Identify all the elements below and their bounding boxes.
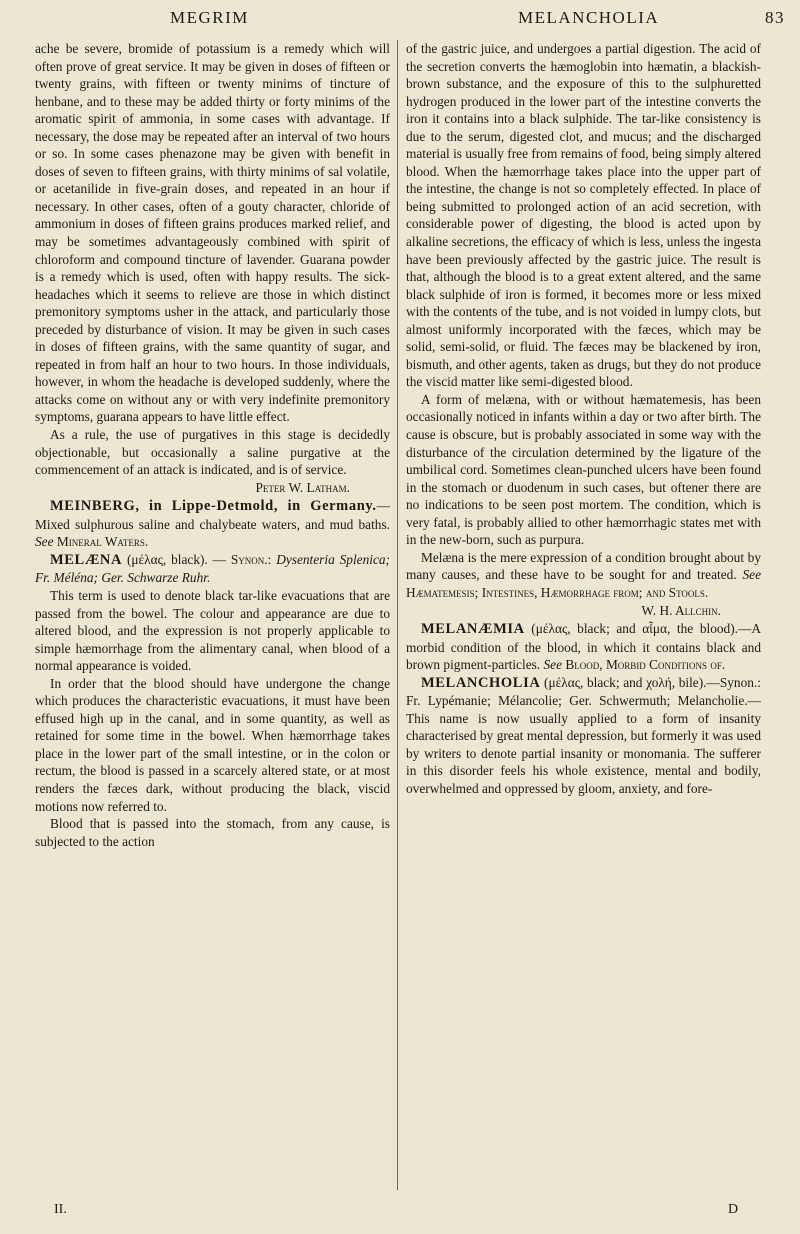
right-column [406,40,761,798]
running-head-right: MELANCHOLIA [518,8,660,27]
headword: MELANÆMIA [421,621,525,638]
entry-text: (μέλας, black; and αἷμα, the blood).—A morbid condition of the blood, in which it contains black and brown pigment-particles. [406,621,761,673]
gathering-mark: D [728,1202,739,1217]
headword: MELÆNA [50,551,123,568]
synonym-label: — Synon.: [212,551,272,567]
page-number: 83 [765,8,785,27]
melaena-paragraph-1: This term is used to denote black tar-like evacuations that are passed from the bowel. The colour and appearance are due to altered blood, and the expression is not properly applicable to simple hæmorrhage from the alimentary canal, when blood of a normal appearance is voided. [35,587,390,674]
melaena-infants-paragraph: A form of melæna, with or without hæmatemesis, has been occasionally noticed in infants within a day or two after birth. The cause is obscure, but is probably associated in some way with the disturbance of the circulation determined by the ligature of the umbilical cord. Sometimes clean-punched ulcers have been found in the stomach or duodenum in such cases, but oftener there are no indications to be seen post mortem. The condition, which is very fatal, is probably allied to other hæmorrhagic states met with in the new-born, such as purpura. [406,391,761,548]
cross-reference: Mineral Waters. [56,534,149,550]
author-signature: Peter W. Latham. [255,479,350,495]
melaena-paragraph-2: In order that the blood should have undergone the change which produces the characteristic evacuations, it must have been effused high up in the canal, and in some quantity, as well as retained for some time in the bowel. When hæmorrhage takes place in the lower part of the small intestine, or in the colon or rectum, the blood is passed in a scarcely altered state, or at most renders the fæces dark, without producing the black, viscid motions now referred to. [35,675,390,814]
megrim-paragraph-continued: ache be severe, bromide of potassium is a remedy which will often prove of great service. It may be given in doses of fifteen or twenty grains, with fifteen or twenty minims of tincture of henbane, and to these may be added thirty or forty minims of the aromatic spirit of ammonia, in some cases with advantage. If necessary, the dose may be repeated after an interval of two hours or so. In some cases phenazone may be given with benefit in doses of seven to fifteen grains, with thirty minims of sal volatile, or acetanilide in five-grain doses, and repeated in an hour if necessary. In other cases, often of a gouty character, chloride of ammonium in doses of fifteen grains produces marked relief, and may be sometimes advantageously combined with spirit of chloroform and compound tincture of lavender. Guarana powder is a remedy which is used, often with happy results. The sick-headaches which it seems to relieve are those in which distinct premonitory symptoms usher in the attack, and particularly those preceded by disturbance of vision. It may be given in such cases in doses of fifteen grains, with the same quantity of sugar, and repeated in from half an hour to two hours. In those individuals, however, in whom the headache is developed suddenly, where the attacks come on without any or with very indefinite premonitory symptoms, guarana appears to have little effect. [35,41,390,425]
see-label: See [35,534,54,550]
signature-mark: II. [54,1202,67,1217]
headword: MEINBERG, in Lippe-Detmold, in Germany. [50,498,377,515]
see-label: See [543,657,563,673]
cross-reference: Blood, Morbid Conditions of. [565,657,726,673]
entry-text: (μέλας, black; and χολή, bile).—Synon.: Fr. Lypémanie; Mélancolie; Ger. Schwermuth; Melancholie.—This name is now usually applied to a form of insanity characterised by great mental depression, but formerly it was used by writers to denote partial insanity or monomania. The sufferer in this disorder feels his whole existence, mental and bodily, overwhelmed and oppressed by gloom, anxiety, and fore- [406,674,761,796]
see-label: See [742,567,761,583]
running-head-left: MEGRIM [170,8,249,27]
synonyms: Dysenteria Splenica; Fr. Méléna; Ger. Schwarze Ruhr. [35,551,391,586]
entry-melancholia [406,674,761,798]
melaena-summary-paragraph [406,549,761,602]
melaena-paragraph-3: Blood that is passed into the stomach, from any cause, is subjected to the action [35,816,390,849]
entry-meinberg [35,497,390,551]
left-column [35,40,390,850]
melaena-paragraph-continued: of the gastric juice, and undergoes a partial digestion. The acid of the secretion converts the hæmoglobin into hæmatin, a blackish-brown substance, and the exposure of this to the sulphuretted hydrogen produced in the lower part of the intestine converts the iron it contains into a black sulphide. The tar-like consistency is due to the serum, digested clot, and mucus; and the discharged material is usually free from remains of food, being simply altered blood. When the hæmorrhage takes place into the upper part of the intestine, the change is not so completely effected. In place of being submitted to prolonged action of an acid secretion, with considerable power of digesting, the blood is acted upon by alkaline secretions, the efficacy of which is less, unless the ingesta have been previously affected by the gastric juice. The result is that, although the blood is to a great extent altered, and the same black sulphide of iron is formed, it becomes more or less mixed with the contents of the tube, and is not voided in lumpy clots, but almost uniformly incorporated with the fæces, which may be solid, semi-solid, or fluid. The fæces may be blackened by iron, bismuth, and other agents, taken as drugs, but they do not produce the viscid matter like semi-digested blood. [406,41,761,390]
column-divider [397,40,398,1190]
author-signature: W. H. Allchin. [641,602,721,618]
entry-melanaemia [406,620,761,674]
etymology: (μέλας, black). [126,551,208,567]
cross-references: Hæmatemesis; Intestines, Hæmorrhage from; and Stools. [406,584,709,600]
summary-text: Melæna is the mere expression of a condition brought about by many causes, and these have to be sought for and treated. [406,549,761,583]
headword: MELANCHOLIA [421,674,541,691]
megrim-paragraph-purgatives: As a rule, the use of purgatives in this stage is decidedly objectionable, but occasionally a saline purgative at the commencement of an attack is indicated, and is of service. [35,427,390,478]
entry-melaena [35,551,390,587]
entry-text: —Mixed sulphurous saline and chalybeate waters, and mud baths. [35,498,390,532]
